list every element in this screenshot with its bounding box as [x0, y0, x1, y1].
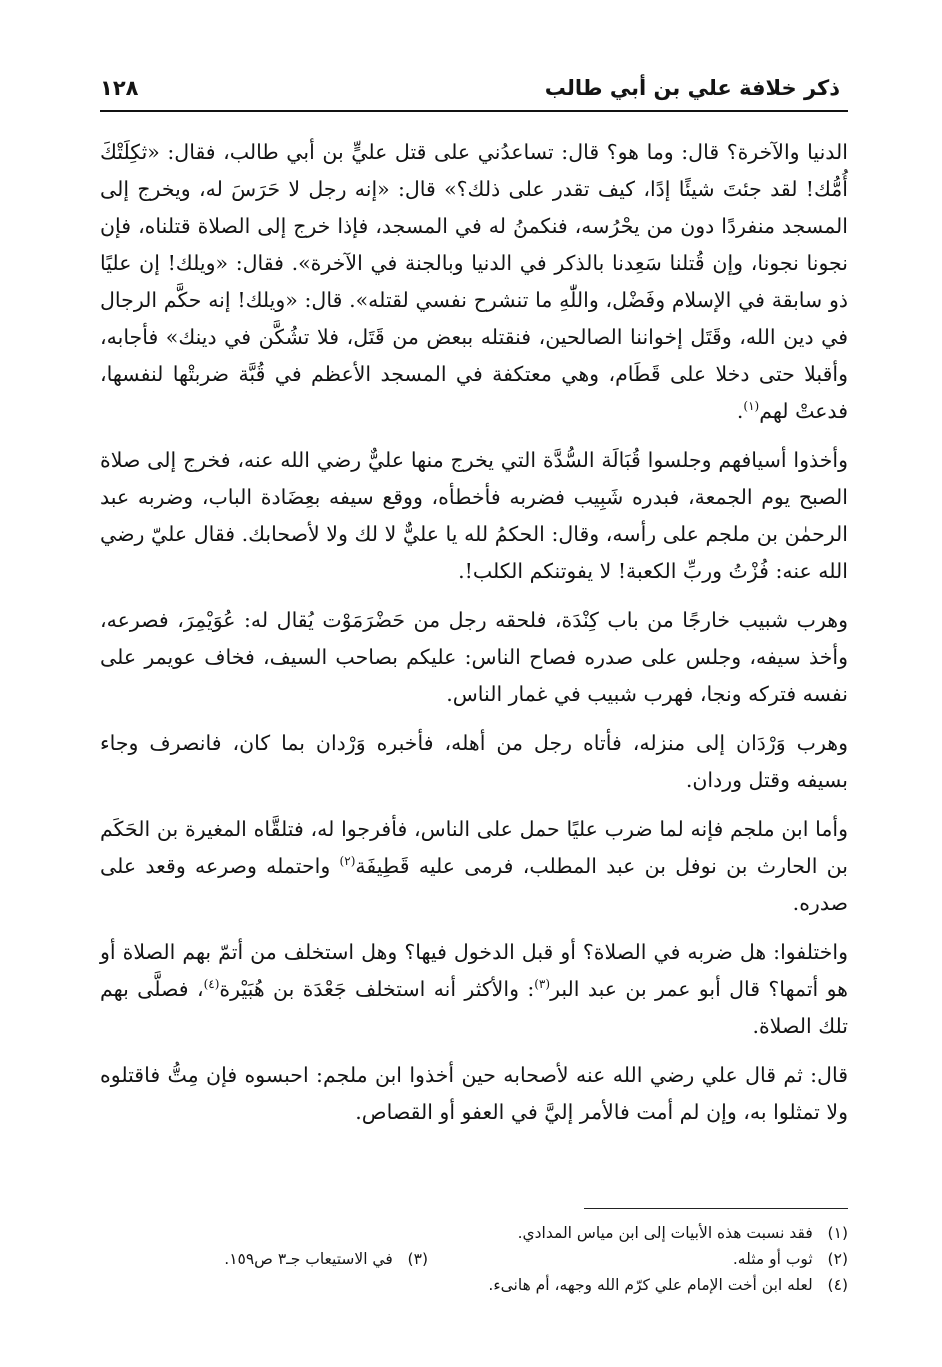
main-text: [100, 134, 848, 1143]
footnote-line-1: [100, 1220, 848, 1246]
paragraph-6: واختلفوا: هل ضربه في الصلاة؟ أو قبل الدخول فيها؟ وهل استخلف من أتمّ بهم الصلاة أو هو أتمها؟ قال أبو عمر بن عبد البر$^{(٣)}$: والأكثر أنه استخلف جَعْدَة بن هُبَيْرة$^{(٤)}$، فصلَّى بهم تلك الصلاة.: [100, 940, 848, 1038]
footnote-rule: [584, 1208, 848, 1209]
page-number: ١٢٨: [100, 76, 139, 100]
paragraph-1: الدنيا والآخرة؟ قال: وما هو؟ قال: تساعدُني على قتل عليٍّ بن أبي طالب، فقال: «ثكِلَتْكَ أُمُّك! لقد جئتَ شيئًا إدًا، كيف تقدر على ذلك؟» قال: «إنه رجل لا حَرَسَ له، ويخرج إلى المسجد منفردًا دون من يحْرُسه، فنكمنُ له في المسجد، فإذا خرج إلى الصلاة قتلناه، فإن نجونا نجونا، وإن قُتلنا سَعِدنا بالذكر في الدنيا وبالجنة في الآخرة». فقال: «ويلك! إن عليًا ذو سابقة في الإسلام وفَضْل، واللّٰهِ ما تنشرح نفسي لقتله». قال: «ويلك! إنه حكَّم الرجال في دين الله، وقَتَل إخواننا الصالحين، فنقتله ببعض من قَتَل، فلا تشُكَّن في دينك» فأجابه، وأقبلا حتى دخلا على قَطَام، وهي معتكفة في المسجد الأعظم في قُبَّة ضربتْها لنفسها، فدعتْ لهم$^{(١)}$.: [100, 140, 848, 423]
paragraph-2: وأخذوا أسيافهم وجلسوا قُبَالَة السُّدَّة التي يخرج منها عليٌّ رضي الله عنه، فخرج إلى صلاة الصبح يوم الجمعة، فبدره شَبِيب فضربه فأخطأه، ووقع سيفه بعِضَادة الباب، وضربه عبد الرحمٰن بن ملجم على رأسه، وقال: الحكمُ لله يا عليٌّ لا لك ولا لأصحابك. فقال عليّ رضي الله عنه: فُزْتُ وربِّ الكعبة! لا يفوتنكم الكلب!.: [100, 448, 848, 583]
paragraph-7: قال: ثم قال علي رضي الله عنه لأصحابه حين أخذوا ابن ملجم: احبسوه فإن مِتُّ فاقتلوه ولا تمثلوا به، وإن لم أمت فالأمر إليَّ في العفو أو القصاص.: [100, 1063, 848, 1124]
footnote-1: (١) فقد نسبت هذه الأبيات إلى ابن مياس المدادي.: [517, 1224, 848, 1242]
footnote-line-3: [100, 1272, 848, 1298]
header-rule: [100, 110, 848, 112]
footnote-ref-1: (١): [743, 399, 760, 414]
header-title: ذكر خلافة علي بن أبي طالب: [544, 76, 840, 100]
footnote-ref-3: (٣): [534, 977, 551, 992]
footnote-3: (٣) في الاستيعاب جـ٣ ص١٥٩.: [224, 1250, 428, 1268]
paragraph-4: وهرب وَرْدَان إلى منزله، فأتاه رجل من أهله، فأخبره وَرْدان بما كان، فانصرف وجاء بسيفه وقتل وردان.: [100, 731, 848, 792]
footnote-ref-4: (٤): [203, 977, 220, 992]
footnotes: [100, 1220, 848, 1298]
footnote-ref-2: (٢): [339, 854, 356, 869]
footnote-4: (٤) لعله ابن أخت الإمام علي كرّم الله وجهه، أم هانىء.: [488, 1276, 848, 1294]
paragraph-3: وهرب شبيب خارجًا من باب كِنْدَة، فلحقه رجل من حَضْرَمَوْت يُقال له: عُوَيْمِرَ، فصرعه، وأخذ سيفه، وجلس على صدره فصاح الناس: عليكم بصاحب السيف، فخاف عويمر على نفسه فتركه ونجا، فهرب شبيب في غمار الناس.: [100, 608, 848, 706]
footnote-2: (٢) ثوب أو مثله.: [732, 1250, 848, 1268]
running-header: [100, 72, 840, 106]
paragraph-5: وأما ابن ملجم فإنه لما ضرب عليًا حمل على الناس، فأفرجوا له، فتلقَّاه المغيرة بن الحَكَم بن الحارث بن نوفل بن عبد المطلب، فرمى عليه قَطِيفَة$^{(٢)}$ واحتمله وصرعه وقعد على صدره.: [100, 817, 848, 915]
footnote-line-2: [100, 1246, 848, 1272]
